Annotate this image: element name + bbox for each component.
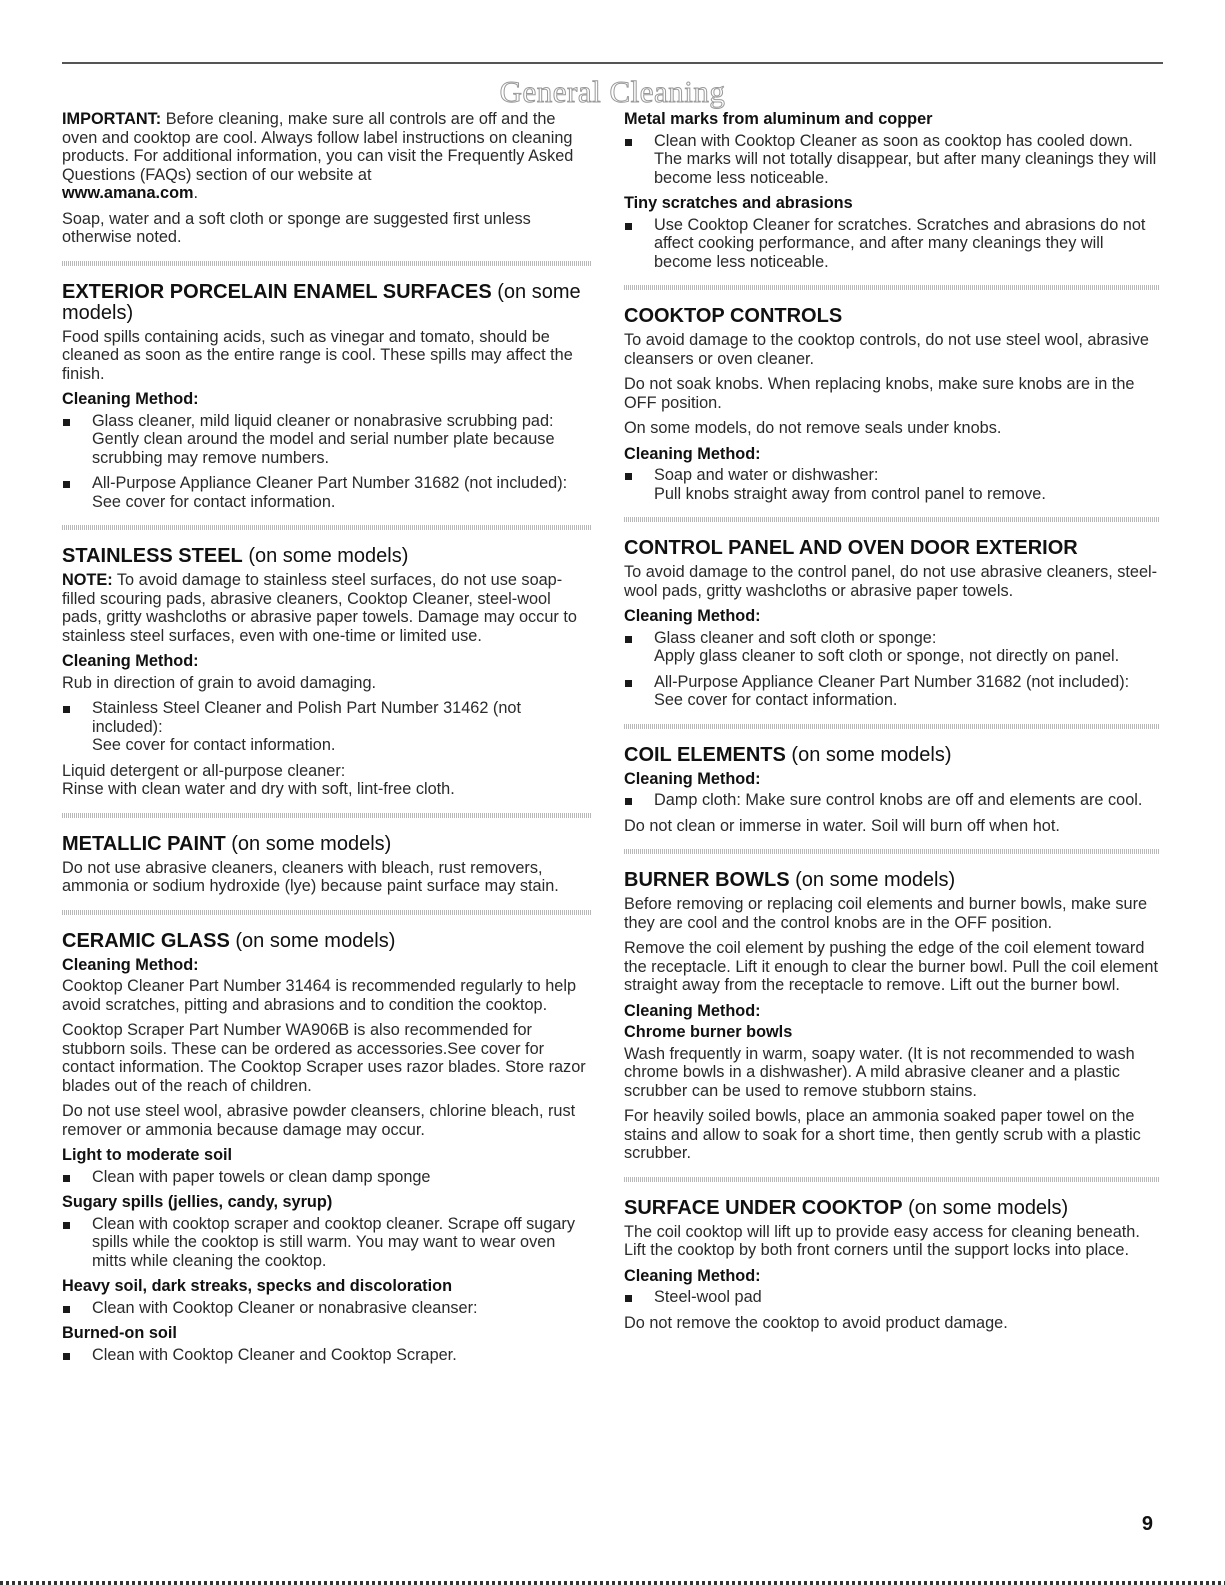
surface-title [624,1198,1159,1219]
stainless-title [62,546,592,567]
burned-label: Burned-on soil [62,1324,177,1342]
left-column [62,110,592,1371]
burner-method-label: Cleaning Method: [624,1001,761,1020]
cooktop-controls-p1: To avoid damage to the cooktop controls, do not use steel wool, abrasive cleansers or oven cleaner. [624,331,1149,368]
ceramic-p1: Cooktop Cleaner Part Number 31464 is recommended regularly to help avoid scratches, pitting and abrasions and to condition the cooktop. [62,977,577,1014]
cooktop-controls-title-main: COOKTOP CONTROLS [624,305,843,327]
list-item-subtext: See cover for contact information. [654,691,898,709]
coil-title [624,745,1159,766]
bottom-edge-strip [0,1581,1225,1585]
cooktop-controls-method-label: Cleaning Method: [624,444,761,463]
list-item: Use Cooktop Cleaner for scratches. Scratches and abrasions do not affect cooking performance, and after many cleanings they will become less noticeable. [624,216,1159,272]
control-panel-method-label: Cleaning Method: [624,607,761,625]
list-item-subtext: Pull knobs straight away from control panel to remove. [654,484,1046,503]
stainless-rub: Rub in direction of grain to avoid damaging. [62,673,377,692]
stainless-list [62,699,592,755]
cooktop-controls-title [624,306,1159,327]
metal-marks-list [624,132,1159,188]
top-rule [62,62,1163,64]
list-item-subtext: See cover for contact information. [92,736,336,754]
metallic-title-suffix: (on some models) [225,832,392,855]
stainless-title-main: STAINLESS STEEL [62,545,243,567]
section-divider [624,285,1159,290]
liquid-line-2: Rinse with clean water and dry with soft, lint-free cloth. [62,780,455,798]
right-column [624,110,1159,1339]
section-divider [62,525,592,530]
stainless-title-suffix: (on some models) [242,545,409,567]
exterior-title [62,282,592,324]
chrome-label: Chrome burner bowls [624,1023,793,1041]
burner-p3: Wash frequently in warm, soapy water. (It is not recommended to wash chrome bowls in a dishwasher). A mild abrasive cleaner and a plastic scrubber can be used to remove stubborn stains. [624,1044,1135,1100]
list-item [624,466,1159,503]
note-label: NOTE: [62,571,113,589]
soap-note: Soap, water and a soft cloth or sponge are suggested first unless otherwise noted. [62,209,531,246]
metallic-title-main: METALLIC PAINT [62,832,226,855]
cooktop-controls-p3: On some models, do not remove seals under knobs. [624,419,1002,437]
important-paragraph [62,110,592,203]
list-item-subtext: Gently clean around the model and serial number plate because scrubbing may remove numbers. [92,430,555,467]
surface-p1: The coil cooktop will lift up to provide easy access for cleaning beneath. Lift the cooktop by both front corners until the support locks into place. [624,1222,1140,1259]
website-link[interactable]: www.amana.com [62,184,194,202]
burner-title-main: BURNER BOWLS [624,869,790,891]
section-divider [624,849,1159,854]
section-divider [624,724,1159,729]
ceramic-p2: Cooktop Scraper Part Number WA906B is also recommended for stubborn soils. These can be ordered as accessories.See cover for contact information. The Cooktop Scraper uses razor blades. Store razor blades out of the reach of children. [62,1021,586,1095]
metal-marks-label: Metal marks from aluminum and copper [624,110,933,128]
ceramic-title-suffix: (on some models) [229,929,396,952]
list-item: Clean with cooktop scraper and cooktop cleaner. Scrape off sugary spills while the cooktop is still warm. You may want to wear oven mitts while cleaning the cooktop. [62,1215,592,1271]
cooktop-controls-list [624,466,1159,503]
website-period: . [193,184,199,202]
metallic-title [62,834,592,855]
surface-method-label: Cleaning Method: [624,1266,761,1285]
section-divider [62,910,592,915]
ceramic-method-label: Cleaning Method: [62,955,199,974]
exterior-title-main: EXTERIOR PORCELAIN ENAMEL SURFACES [62,280,492,303]
tiny-scratches-label: Tiny scratches and abrasions [624,194,853,212]
burner-title-suffix: (on some models) [789,869,956,891]
exterior-list [62,412,592,512]
section-divider [624,517,1159,522]
control-panel-list [624,629,1159,710]
surface-title-suffix: (on some models) [902,1196,1069,1219]
list-item-text: All-Purpose Appliance Cleaner Part Number 31682 (not included): [654,672,1130,691]
tiny-scratches-list [624,216,1159,272]
control-panel-p1: To avoid damage to the control panel, do not use abrasive cleaners, steel-wool pads, gritty washcloths or abrasive paper towels. [624,563,1158,600]
list-item: Clean with Cooktop Cleaner as soon as cooktop has cooled down. The marks will not totally disappear, but after many cleanings they will become less noticeable. [624,132,1159,188]
sugary-label: Sugary spills (jellies, candy, syrup) [62,1193,333,1211]
list-item [62,474,592,511]
ceramic-title-main: CERAMIC GLASS [62,929,230,952]
note-text: To avoid damage to stainless steel surfaces, do not use soap-filled scouring pads, abrasive cleaners, Cooktop Cleaner, steel-wool pads, gritty washcloths or abrasive paper towels. Damage may occur to stainless steel surfaces, even with one-time or limited use. [62,571,577,645]
coil-title-suffix: (on some models) [785,743,952,766]
page-title: General Cleaning [499,74,726,109]
liquid-line-1: Liquid detergent or all-purpose cleaner: [62,761,346,780]
surface-title-main: SURFACE UNDER COOKTOP [624,1196,903,1219]
section-divider [62,261,592,266]
heavy-soil-label: Heavy soil, dark streaks, specks and discoloration [62,1277,453,1295]
list-item-subtext: Apply glass cleaner to soft cloth or sponge, not directly on panel. [654,647,1120,665]
stainless-liquid [62,762,592,799]
section-divider [624,1177,1159,1182]
burned-list [62,1346,592,1365]
list-item-subtext: See cover for contact information. [92,492,336,511]
surface-list [624,1288,1159,1307]
exterior-method-label: Cleaning Method: [62,390,199,408]
stainless-method-label: Cleaning Method: [62,652,199,670]
list-item [624,673,1159,710]
heavy-soil-list [62,1299,592,1318]
light-soil-label: Light to moderate soil [62,1146,233,1164]
burner-p1: Before removing or replacing coil elements and burner bowls, make sure they are cool and the control knobs are in the OFF position. [624,895,1148,932]
page-number: 9 [1141,1513,1153,1535]
list-item [62,412,592,468]
cooktop-controls-p2: Do not soak knobs. When replacing knobs, make sure knobs are in the OFF position. [624,375,1135,412]
list-item-text: All-Purpose Appliance Cleaner Part Number 31682 (not included): [92,474,568,492]
ceramic-title [62,931,592,952]
important-text: Before cleaning, make sure all controls are off and the oven and cooktop are cool. Always follow label instructions on cleaning products. For additional information, you can visit the Frequently Asked Questions (FAQs) section of our website at [62,110,574,184]
coil-method-label: Cleaning Method: [624,769,761,788]
burner-p2: Remove the coil element by pushing the edge of the coil element toward the receptacle. Lift it enough to clear the burner bowl. Pull the coil element straight away from the receptacle to remove. Lift out the burner bowl. [624,939,1158,994]
coil-title-main: COIL ELEMENTS [624,743,786,766]
list-item-text: Glass cleaner, mild liquid cleaner or nonabrasive scrubbing pad: [92,411,554,430]
list-item [62,699,592,755]
important-label: IMPORTANT: [62,110,162,128]
metallic-text: Do not use abrasive cleaners, cleaners with bleach, rust removers, ammonia or sodium hydroxide (lye) because paint surface may stain. [62,858,559,895]
section-divider [62,813,592,818]
exterior-title-suffix: (on some models) [62,280,581,324]
stainless-note [62,571,592,645]
list-item: Damp cloth: Make sure control knobs are off and elements are cool. [624,791,1159,810]
burner-title [624,870,1159,891]
list-item: Clean with paper towels or clean damp sponge [62,1168,592,1187]
list-item: Clean with Cooktop Cleaner and Cooktop Scraper. [62,1346,592,1365]
list-item [624,629,1159,666]
coil-list [624,791,1159,810]
ceramic-p3: Do not use steel wool, abrasive powder cleansers, chlorine bleach, rust remover or ammonia because damage may occur. [62,1102,576,1139]
exterior-intro: Food spills containing acids, such as vinegar and tomato, should be cleaned as soon as the entire range is cool. These spills may affect the finish. [62,327,573,383]
list-item: Steel-wool pad [624,1288,1159,1307]
coil-p1: Do not clean or immerse in water. Soil will burn off when hot. [624,816,1060,835]
burner-p4: For heavily soiled bowls, place an ammonia soaked paper towel on the stains and allow to soak for a short time, then gently scrub with a plastic scrubber. [624,1107,1141,1162]
control-panel-title [624,538,1159,559]
list-item: Clean with Cooktop Cleaner or nonabrasive cleanser: [62,1299,592,1318]
light-soil-list [62,1168,592,1187]
control-panel-title-main: CONTROL PANEL AND OVEN DOOR EXTERIOR [624,537,1078,559]
list-item-text: Glass cleaner and soft cloth or sponge: [654,628,937,647]
list-item-text: Stainless Steel Cleaner and Polish Part Number 31462 (not included): [92,699,521,736]
surface-p2: Do not remove the cooktop to avoid product damage. [624,1313,1008,1332]
sugary-list [62,1215,592,1271]
list-item-text: Soap and water or dishwasher: [654,466,879,484]
